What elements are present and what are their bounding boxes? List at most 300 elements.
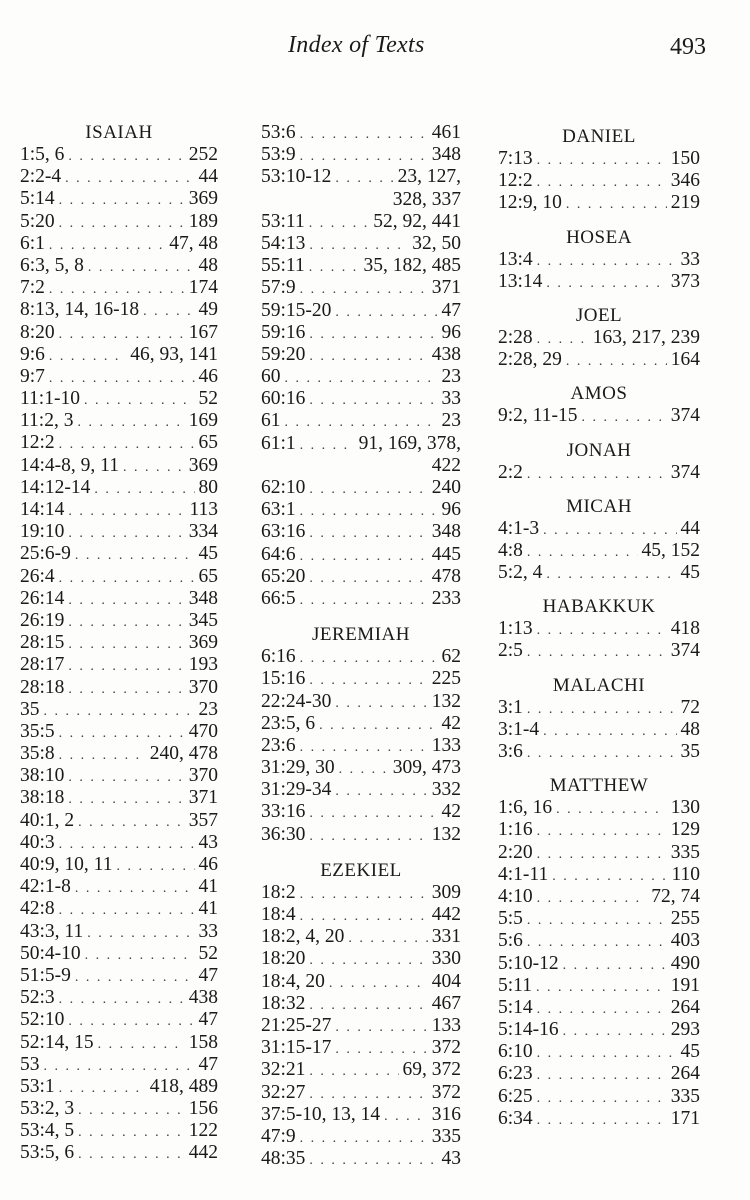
entries-micah — [498, 518, 700, 585]
verse-reference: 2:20 — [498, 841, 533, 863]
dot-leader — [68, 1011, 194, 1033]
dot-leader — [78, 812, 185, 834]
page-references: 418 — [670, 618, 700, 640]
verse-reference: 59:16 — [261, 321, 306, 343]
index-entry — [261, 1037, 461, 1059]
index-entry — [261, 433, 461, 455]
page-references: 374 — [670, 405, 700, 427]
verse-reference: 32:21 — [261, 1059, 306, 1081]
verse-reference: 3:1-4 — [498, 718, 540, 740]
verse-reference: 18:4 — [261, 904, 296, 925]
page-references: 372 — [431, 1037, 461, 1059]
index-entry — [261, 801, 461, 823]
dot-leader — [309, 257, 360, 279]
page-references: 132 — [431, 823, 461, 845]
index-entry — [261, 882, 461, 904]
index-entry — [20, 721, 218, 743]
verse-reference: 4:1-11 — [498, 863, 549, 885]
page-references: 80 — [198, 476, 218, 498]
page-references: 150 — [670, 148, 700, 169]
dot-leader — [527, 932, 667, 954]
index-entry — [498, 170, 700, 192]
verse-reference: 5:11 — [498, 974, 532, 996]
dot-leader — [537, 1043, 677, 1065]
verse-reference: 5:20 — [20, 210, 55, 232]
verse-reference: 18:2 — [261, 881, 296, 903]
index-entry — [261, 300, 461, 322]
verse-reference: 43:3, 11 — [20, 920, 84, 942]
index-entry — [20, 898, 218, 920]
page-references: 169 — [188, 410, 218, 432]
verse-reference: 25:6-9 — [20, 543, 71, 565]
page-references: 404 — [431, 970, 461, 992]
verse-reference: 40:1, 2 — [20, 809, 75, 831]
verse-reference: 2:2-4 — [20, 166, 62, 188]
verse-reference: 62:10 — [261, 477, 306, 498]
page-references: 470 — [188, 720, 218, 742]
verse-reference: 31:29, 30 — [261, 757, 335, 779]
page-references: 233 — [431, 587, 461, 609]
page-references: 334 — [188, 521, 218, 543]
verse-reference: 53:2, 3 — [20, 1098, 75, 1120]
entries-amos — [498, 405, 700, 427]
page-references: 46, 93, 141 — [130, 343, 218, 365]
index-entry — [261, 410, 461, 432]
page-references: 23 — [441, 410, 461, 432]
index-entry — [20, 322, 218, 344]
index-entry — [20, 255, 218, 277]
verse-reference: 38:10 — [20, 765, 65, 787]
index-entry — [20, 743, 218, 765]
dot-leader — [543, 721, 676, 743]
dot-leader — [59, 834, 195, 856]
dot-leader — [537, 888, 648, 910]
verse-reference: 8:13, 14, 16-18 — [20, 299, 140, 321]
dot-leader — [68, 501, 185, 523]
verse-reference: 42:1-8 — [20, 876, 71, 898]
dot-leader — [98, 1034, 185, 1056]
index-entry — [498, 842, 700, 864]
page-references: 293 — [670, 1019, 700, 1041]
index-entry — [498, 618, 700, 640]
entries-joel — [498, 327, 700, 371]
verse-reference: 61:1 — [261, 432, 296, 454]
index-entry — [20, 1120, 218, 1142]
page-references: 252 — [188, 144, 218, 165]
index-entry — [20, 277, 218, 299]
dot-leader — [329, 973, 428, 995]
dot-leader — [339, 759, 389, 781]
page-references: 23 — [441, 366, 461, 388]
verse-reference: 53 — [20, 1053, 40, 1075]
verse-reference: 18:32 — [261, 992, 306, 1014]
verse-reference: 13:14 — [498, 270, 543, 292]
index-entry — [261, 477, 461, 499]
page-references: 331 — [431, 926, 461, 948]
verse-reference: 42:8 — [20, 898, 55, 920]
entries-malachi — [498, 697, 700, 764]
dot-leader — [44, 701, 195, 723]
page-references: 129 — [670, 819, 700, 841]
book-heading-amos: AMOS — [570, 383, 628, 405]
book-heading-micah: MICAH — [566, 495, 632, 517]
index-entry — [498, 819, 700, 841]
page-references: 72, 74 — [651, 885, 700, 907]
index-entry — [20, 654, 218, 676]
page-references: 240, 478 — [149, 743, 218, 765]
verse-reference: 63:1 — [261, 499, 296, 521]
verse-reference: 53:5, 6 — [20, 1142, 75, 1164]
verse-reference: 14:12-14 — [20, 476, 91, 498]
dot-leader — [536, 977, 667, 999]
dot-leader — [309, 1061, 398, 1083]
page-references: 47 — [198, 964, 218, 986]
dot-leader — [68, 767, 184, 789]
verse-reference: 31:29-34 — [261, 779, 332, 801]
page-references: 156 — [188, 1098, 218, 1120]
verse-reference: 5:14 — [498, 996, 533, 1018]
verse-reference: 12:2 — [20, 432, 55, 454]
dot-leader — [75, 878, 195, 900]
verse-reference: 14:14 — [20, 499, 65, 520]
dot-leader — [59, 213, 185, 235]
index-entry — [261, 1059, 461, 1081]
dot-leader — [59, 723, 185, 745]
index-entry — [20, 455, 218, 477]
dot-leader — [300, 279, 428, 301]
verse-reference: 13:4 — [498, 248, 533, 270]
dot-leader — [335, 693, 427, 715]
dot-leader — [527, 642, 667, 664]
page-references: 48 — [198, 254, 218, 276]
book-heading-joel: JOEL — [575, 304, 623, 326]
page-references: 370 — [188, 676, 218, 698]
dot-leader — [59, 900, 195, 922]
page-references: 32, 50 — [412, 232, 461, 254]
verse-reference: 28:17 — [20, 654, 65, 676]
verse-reference: 2:28, 29 — [498, 349, 562, 371]
page-references: 264 — [670, 996, 700, 1018]
page-references: 345 — [188, 609, 218, 631]
index-entry — [20, 588, 218, 610]
verse-reference: 40:3 — [20, 831, 55, 853]
page-references: 225 — [431, 668, 461, 690]
index-entry — [498, 997, 700, 1019]
page-references: 193 — [188, 654, 218, 676]
dot-leader — [300, 546, 428, 568]
index-entry — [20, 810, 218, 832]
index-entry — [20, 921, 218, 943]
book-heading-ezekiel: EZEKIEL — [320, 859, 402, 881]
verse-reference: 7:2 — [20, 277, 45, 299]
index-entry — [20, 677, 218, 699]
page-references: 110 — [671, 863, 700, 885]
dot-leader — [566, 351, 667, 373]
verse-reference: 2:5 — [498, 640, 523, 662]
dot-leader — [537, 251, 677, 273]
index-entry — [498, 349, 700, 371]
index-entry — [498, 1019, 700, 1041]
page-number: 493 — [670, 34, 706, 60]
page-references: 44 — [680, 517, 700, 539]
dot-leader — [309, 346, 427, 368]
dot-leader — [75, 967, 195, 989]
dot-leader — [563, 1021, 667, 1043]
index-entry — [261, 948, 461, 970]
index-entry — [261, 1104, 461, 1126]
verse-reference: 66:5 — [261, 587, 296, 609]
page-references: 335 — [670, 841, 700, 863]
dot-leader — [285, 412, 438, 434]
page-references: 47 — [441, 299, 461, 321]
verse-reference: 35 — [20, 698, 40, 720]
dot-leader — [566, 194, 667, 216]
dot-leader — [309, 213, 370, 235]
page-references: 49 — [198, 299, 218, 321]
page-references: 370 — [188, 765, 218, 787]
index-entry — [20, 366, 218, 388]
dot-leader — [309, 950, 427, 972]
index-entry — [20, 1054, 218, 1076]
verse-reference: 18:20 — [261, 948, 306, 970]
index-entry — [498, 327, 700, 349]
dot-leader — [527, 464, 667, 486]
dot-leader — [581, 407, 666, 429]
dot-leader — [384, 1106, 428, 1128]
dot-leader — [59, 324, 185, 346]
page-references: 132 — [431, 690, 461, 712]
dot-leader — [59, 434, 195, 456]
verse-reference: 59:20 — [261, 343, 306, 365]
index-entry — [261, 166, 461, 188]
page-references: 65 — [198, 432, 218, 454]
page-references: 163, 217, 239 — [592, 326, 700, 348]
verse-reference: 5:2, 4 — [498, 562, 543, 584]
dot-leader — [59, 568, 195, 590]
dot-leader — [309, 479, 427, 501]
index-entry — [498, 462, 700, 484]
dot-leader — [527, 910, 667, 932]
verse-reference: 60 — [261, 366, 281, 388]
dot-leader — [537, 1088, 667, 1110]
verse-reference: 36:30 — [261, 823, 306, 845]
index-entry — [20, 1076, 218, 1098]
index-entry — [498, 405, 700, 427]
verse-reference: 38:18 — [20, 787, 65, 809]
page-references: 369 — [188, 632, 218, 654]
verse-reference: 40:9, 10, 11 — [20, 854, 113, 875]
page-references: 461 — [431, 122, 461, 143]
dot-leader — [335, 302, 437, 324]
page-references-continued: 422 — [431, 454, 461, 476]
index-entry — [20, 1098, 218, 1120]
entries-daniel — [498, 148, 700, 215]
index-entry — [498, 640, 700, 662]
page-references: 96 — [441, 499, 461, 521]
verse-reference: 1:16 — [498, 819, 533, 841]
dot-leader — [59, 1078, 146, 1100]
verse-reference: 5:14 — [20, 188, 55, 210]
verse-reference: 9:2, 11-15 — [498, 405, 578, 427]
dot-leader — [309, 670, 427, 692]
verse-reference: 6:1 — [20, 232, 45, 254]
index-entry — [261, 322, 461, 344]
index-entry — [498, 1041, 700, 1063]
index-entry — [498, 249, 700, 271]
dot-leader — [335, 781, 427, 803]
page-references: 33 — [441, 388, 461, 410]
dot-leader — [300, 435, 355, 457]
dot-leader — [49, 235, 165, 257]
index-entry — [20, 943, 218, 965]
verse-reference: 6:16 — [261, 646, 296, 668]
index-entry — [20, 388, 218, 410]
verse-reference: 54:13 — [261, 232, 306, 254]
page-references: 346 — [670, 170, 700, 192]
verse-reference: 21:25-27 — [261, 1014, 332, 1036]
verse-reference: 26:14 — [20, 587, 65, 609]
page-references: 42 — [441, 712, 461, 734]
page-references: 113 — [189, 499, 218, 520]
dot-leader — [68, 146, 184, 168]
page-references: 374 — [670, 461, 700, 483]
dot-leader — [68, 656, 184, 678]
index-entry — [20, 987, 218, 1009]
index-entry — [261, 1126, 461, 1148]
index-entry — [498, 540, 700, 562]
entries-isaiah — [20, 144, 218, 1165]
page-references: 33 — [680, 248, 700, 270]
index-entry — [20, 632, 218, 654]
index-entry — [261, 366, 461, 388]
page-references: 122 — [188, 1120, 218, 1142]
dot-leader — [537, 150, 667, 172]
dot-leader — [537, 1110, 667, 1132]
page-references: 43 — [198, 831, 218, 853]
index-entry — [20, 499, 218, 521]
page-references: 348 — [431, 521, 461, 543]
page-references: 69, 372 — [402, 1059, 461, 1081]
dot-leader — [527, 699, 677, 721]
dot-leader — [537, 172, 667, 194]
index-entry — [261, 211, 461, 233]
page-references: 52, 92, 441 — [373, 210, 461, 232]
index-entry — [20, 344, 218, 366]
dot-leader — [59, 745, 146, 767]
page-references: 438 — [431, 343, 461, 365]
page-references: 47 — [198, 1053, 218, 1075]
dot-leader — [78, 1144, 185, 1166]
page-references: 309 — [431, 881, 461, 903]
page-references: 191 — [670, 974, 700, 996]
page-references: 373 — [670, 270, 700, 292]
page-references: 418, 489 — [149, 1075, 218, 1097]
index-column-1 — [20, 122, 218, 1165]
verse-reference: 5:14-16 — [498, 1019, 559, 1041]
page-references: 35 — [680, 741, 700, 762]
verse-reference: 63:16 — [261, 521, 306, 543]
verse-reference: 15:16 — [261, 668, 306, 690]
dot-leader — [94, 479, 194, 501]
verse-reference: 4:1-3 — [498, 517, 540, 539]
verse-reference: 53:9 — [261, 144, 296, 166]
index-entry — [261, 344, 461, 366]
verse-reference: 28:18 — [20, 676, 65, 698]
book-heading-daniel: DANIEL — [562, 126, 636, 147]
page-references: 65 — [198, 565, 218, 587]
verse-reference: 18:2, 4, 20 — [261, 926, 345, 948]
page-references: 189 — [188, 210, 218, 232]
index-entry — [498, 1063, 700, 1085]
dot-leader — [309, 1084, 427, 1106]
page-references: 47, 48 — [169, 232, 218, 254]
page-references: 445 — [431, 543, 461, 565]
page-references: 330 — [431, 948, 461, 970]
page-references: 23, 127, — [397, 166, 461, 188]
page-references: 372 — [431, 1081, 461, 1103]
running-head — [0, 32, 750, 62]
book-heading-matthew: MATTHEW — [549, 775, 649, 797]
index-entry — [498, 953, 700, 975]
verse-reference: 64:6 — [261, 543, 296, 565]
verse-reference: 60:16 — [261, 388, 306, 410]
index-entry — [261, 971, 461, 993]
verse-reference: 53:6 — [261, 122, 296, 143]
dot-leader — [309, 568, 427, 590]
index-entry — [261, 1082, 461, 1104]
index-entry — [261, 668, 461, 690]
dot-leader — [309, 235, 408, 257]
dot-leader — [335, 168, 393, 190]
index-entry — [20, 166, 218, 188]
dot-leader — [309, 1150, 437, 1172]
index-entry — [261, 1148, 461, 1170]
page-references: 158 — [188, 1031, 218, 1053]
verse-reference: 6:10 — [498, 1041, 533, 1063]
page-references: 48 — [680, 718, 700, 740]
index-entry — [261, 735, 461, 757]
verse-reference: 5:6 — [498, 930, 523, 952]
verse-reference: 37:5-10, 13, 14 — [261, 1103, 381, 1125]
verse-reference: 9:7 — [20, 365, 45, 387]
dot-leader — [143, 301, 194, 323]
index-entry — [498, 930, 700, 952]
verse-reference: 6:34 — [498, 1107, 533, 1129]
index-entry — [261, 588, 461, 610]
dot-leader — [68, 523, 184, 545]
page-references: 369 — [188, 454, 218, 476]
verse-reference: 4:8 — [498, 539, 523, 561]
entries-jonah — [498, 462, 700, 484]
verse-reference: 59:15-20 — [261, 299, 332, 321]
verse-reference: 11:2, 3 — [20, 410, 74, 432]
book-heading-malachi: MALACHI — [552, 674, 646, 696]
page-references: 33 — [198, 920, 218, 942]
dot-leader — [84, 390, 195, 412]
page-references: 478 — [431, 565, 461, 587]
book-heading-isaiah: ISAIAH — [85, 122, 153, 143]
page-references: 45 — [680, 1041, 700, 1063]
dot-leader — [285, 368, 438, 390]
verse-reference: 5:10-12 — [498, 952, 559, 974]
verse-reference: 23:5, 6 — [261, 712, 316, 734]
dot-leader — [87, 923, 194, 945]
verse-reference: 52:10 — [20, 1009, 65, 1031]
dot-leader — [68, 612, 184, 634]
verse-reference: 28:15 — [20, 632, 65, 654]
index-entry — [20, 765, 218, 787]
verse-reference: 35:5 — [20, 720, 55, 742]
